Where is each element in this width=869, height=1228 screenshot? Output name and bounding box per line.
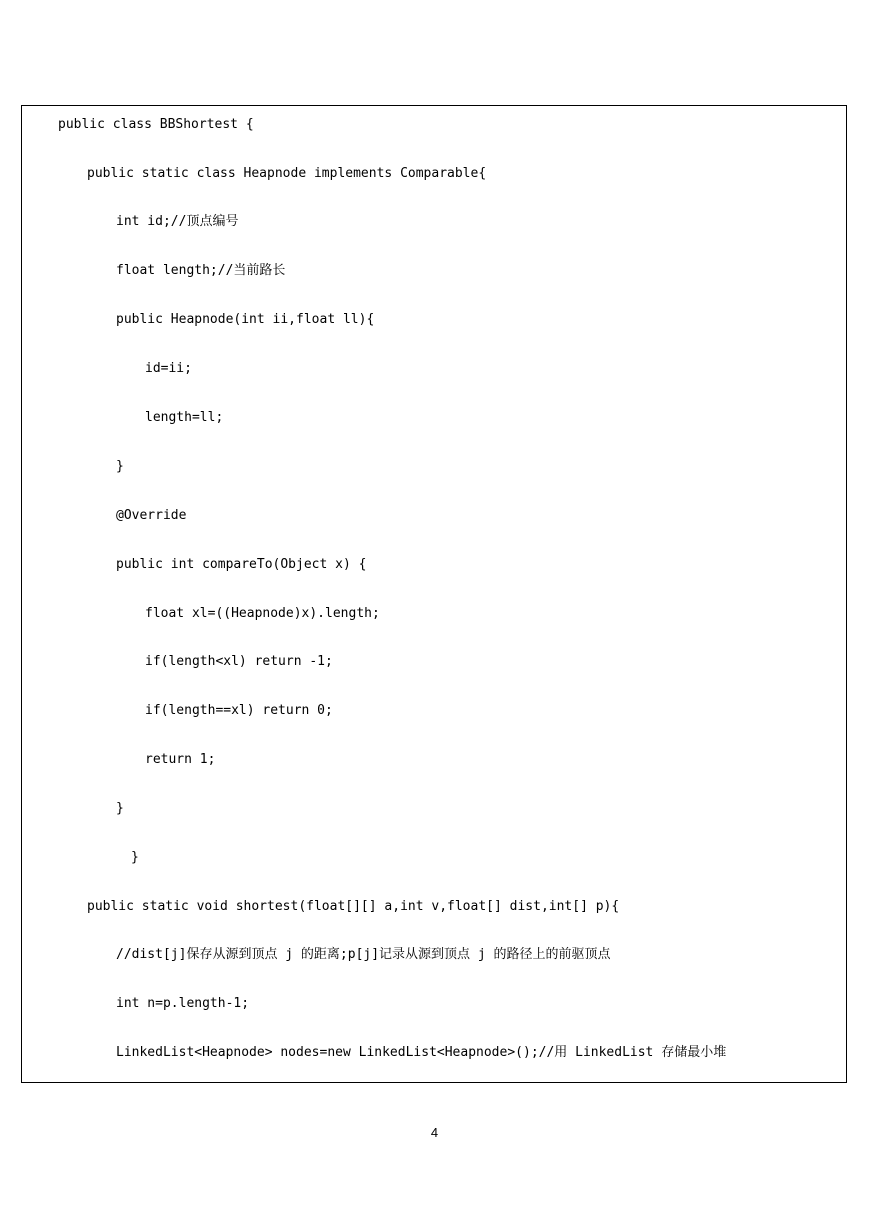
code-line: public class BBShortest { <box>58 117 254 132</box>
code-line: if(length<xl) return -1; <box>145 654 333 669</box>
code-line: } <box>131 850 139 865</box>
code-line: public Heapnode(int ii,float ll){ <box>116 312 375 327</box>
code-line: float xl=((Heapnode)x).length; <box>145 606 380 621</box>
code-line: } <box>116 801 124 816</box>
code-line: int id;//顶点编号 <box>116 214 239 229</box>
page-number: 4 <box>430 1125 439 1140</box>
code-line: id=ii; <box>145 361 192 376</box>
code-line: } <box>116 459 124 474</box>
code-listing-box <box>21 105 847 1083</box>
code-line: public static void shortest(float[][] a,int v,float[] dist,int[] p){ <box>87 899 620 914</box>
code-line: return 1; <box>145 752 216 767</box>
code-line: LinkedList<Heapnode> nodes=new LinkedList<Heapnode>();//用 LinkedList 存储最小堆 <box>116 1045 727 1060</box>
code-line: public static class Heapnode implements Comparable{ <box>87 166 487 181</box>
code-line: length=ll; <box>145 410 224 425</box>
code-line: public int compareTo(Object x) { <box>116 557 367 572</box>
code-line: float length;//当前路长 <box>116 263 286 278</box>
code-line: int n=p.length-1; <box>116 996 250 1011</box>
code-line: @Override <box>116 508 187 523</box>
code-line: //dist[j]保存从源到顶点 j 的距离;p[j]记录从源到顶点 j 的路径上的前驱顶点 <box>116 947 611 962</box>
code-line: if(length==xl) return 0; <box>145 703 333 718</box>
